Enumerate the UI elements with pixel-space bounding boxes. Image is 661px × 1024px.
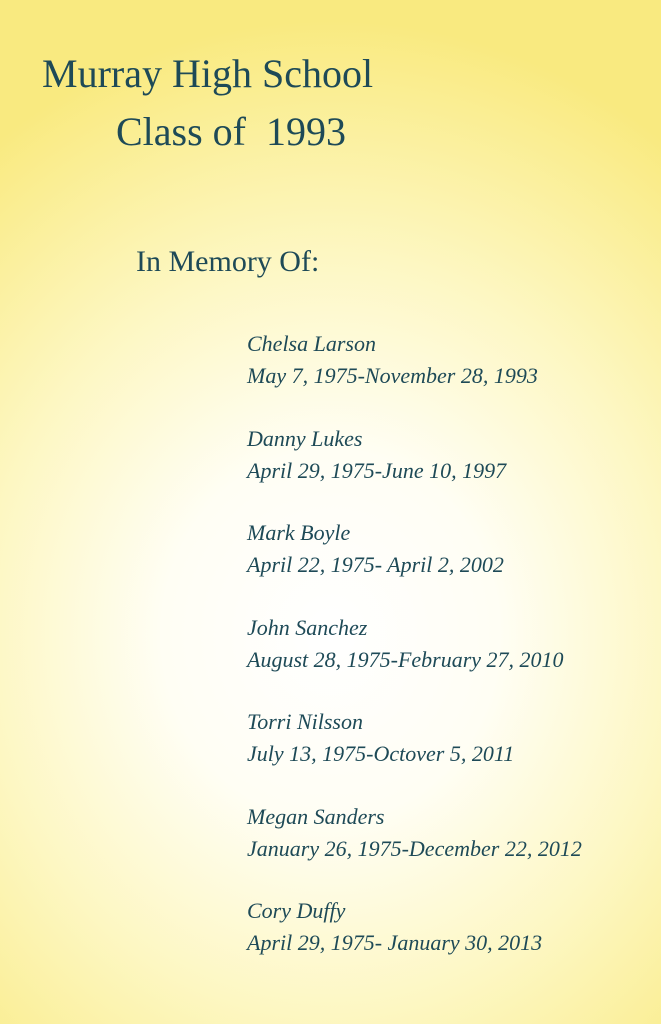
memorial-dates: April 29, 1975- January 30, 2013 xyxy=(247,930,543,955)
memorial-dates: August 28, 1975-February 27, 2010 xyxy=(247,646,564,672)
memorial-entry-cory-duffy xyxy=(247,895,582,990)
memorial-dates: April 29, 1975-June 10, 1997 xyxy=(247,457,507,483)
school-name-title: Murray High School xyxy=(42,51,374,96)
memorial-name: Megan Sanders xyxy=(247,803,385,829)
memorial-name: Cory Duffy xyxy=(247,898,346,923)
memorial-entry-danny-lukes xyxy=(247,423,582,518)
memorial-name: Torri Nilsson xyxy=(247,709,363,734)
class-year-title: Class of 1993 xyxy=(116,109,346,154)
memorial-name: John Sanchez xyxy=(247,614,368,640)
in-memory-heading: In Memory Of: xyxy=(136,245,320,278)
memorial-entry-mark-boyle xyxy=(247,517,582,612)
memorial-entry-chelsa-larson xyxy=(247,328,582,423)
memorial-list xyxy=(247,328,582,990)
memorial-name: Mark Boyle xyxy=(247,520,351,545)
memorial-name: Danny Lukes xyxy=(247,425,363,451)
memorial-entry-torri-nilsson xyxy=(247,706,582,801)
memorial-dates: July 13, 1975-Octover 5, 2011 xyxy=(247,741,515,766)
memorial-entry-john-sanchez xyxy=(247,612,582,707)
memorial-entry-megan-sanders xyxy=(247,801,582,896)
memorial-name: Chelsa Larson xyxy=(247,331,376,356)
memorial-dates: January 26, 1975-December 22, 2012 xyxy=(247,835,582,861)
memorial-dates: April 22, 1975- April 2, 2002 xyxy=(247,552,504,577)
memorial-dates: May 7, 1975-November 28, 1993 xyxy=(247,363,538,388)
